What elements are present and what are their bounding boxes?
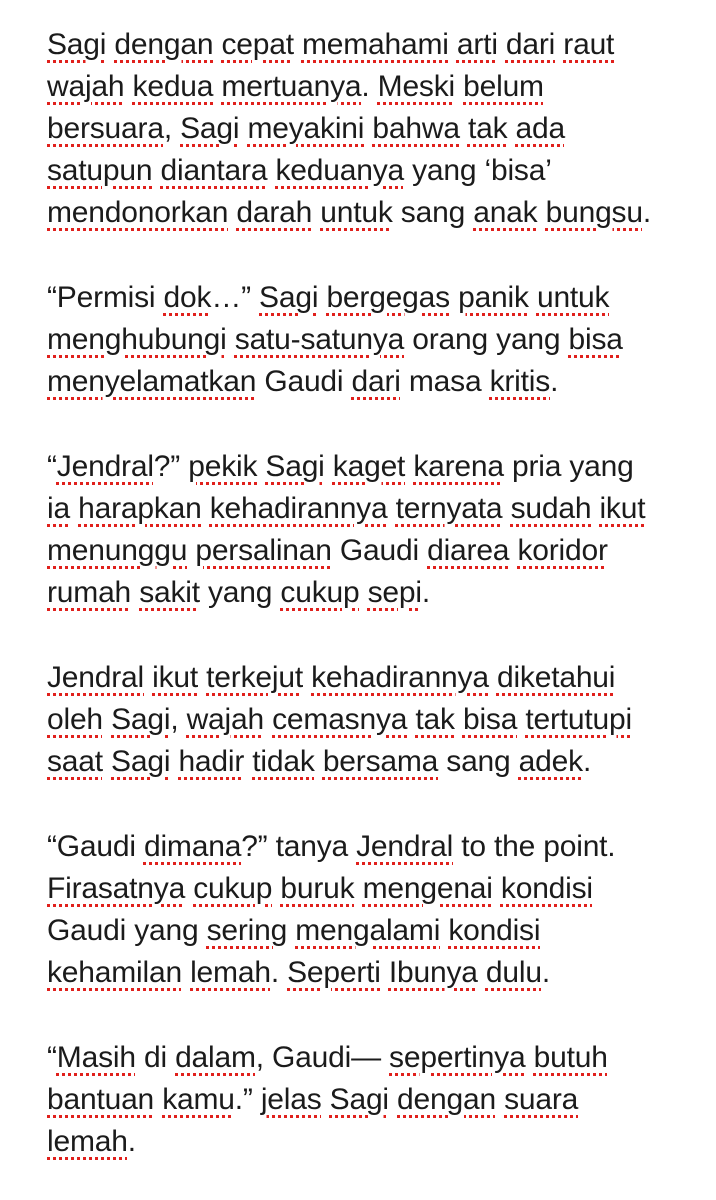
text-segment: . <box>270 956 288 989</box>
spellcheck-flagged-word[interactable]: adek <box>518 745 583 778</box>
text-segment: , <box>163 112 181 145</box>
spellcheck-flagged-word[interactable]: Ibunya <box>388 956 478 989</box>
spellcheck-flagged-word[interactable]: kedua <box>132 70 214 103</box>
text-segment: to the point. <box>453 830 616 863</box>
spellcheck-flagged-word[interactable]: sudah <box>510 492 592 525</box>
text-segment <box>502 492 510 525</box>
spellcheck-flagged-word[interactable]: memahami <box>301 28 449 61</box>
text-segment <box>537 196 545 229</box>
text-segment <box>70 492 78 525</box>
text-segment <box>354 872 362 905</box>
text-segment: sang <box>438 745 519 778</box>
text-line <box>47 108 707 150</box>
text-segment <box>455 703 463 736</box>
spellcheck-flagged-word[interactable]: dengan <box>114 28 214 61</box>
spellcheck-flagged-word[interactable]: untuk <box>320 196 393 229</box>
text-segment: orang yang <box>404 323 569 356</box>
spellcheck-flagged-word[interactable]: hadir <box>178 745 245 778</box>
text-segment <box>152 154 160 187</box>
text-segment <box>124 70 132 103</box>
text-segment: . <box>550 365 559 398</box>
spellcheck-flagged-word[interactable]: Sagi <box>259 281 319 314</box>
text-line <box>47 952 707 994</box>
text-line <box>47 699 707 741</box>
spellcheck-flagged-word[interactable]: cemasnya <box>272 703 408 736</box>
text-segment: …” <box>211 281 260 314</box>
spellcheck-flagged-word[interactable]: ada <box>515 112 565 145</box>
text-segment <box>202 492 210 525</box>
text-segment <box>325 450 333 483</box>
spellcheck-flagged-word[interactable]: untuk <box>536 281 610 314</box>
spellcheck-flagged-word[interactable]: bersama <box>322 745 439 778</box>
spellcheck-flagged-word[interactable]: Jendral <box>56 450 154 483</box>
spellcheck-flagged-word[interactable]: satupun <box>47 154 153 187</box>
text-line <box>47 361 707 403</box>
spellcheck-flagged-word[interactable]: dimana <box>143 830 242 863</box>
text-line <box>47 1037 707 1079</box>
text-line <box>47 1079 707 1121</box>
text-segment: . <box>361 70 378 103</box>
text-segment <box>389 1083 397 1116</box>
paragraph <box>47 1037 707 1163</box>
spellcheck-flagged-word[interactable]: kehamilan <box>47 956 182 989</box>
text-segment <box>315 745 323 778</box>
spellcheck-flagged-word[interactable]: sakit <box>139 576 200 609</box>
text-segment: di <box>135 1041 176 1074</box>
text-segment <box>144 661 152 694</box>
spellcheck-flagged-word[interactable]: diantara <box>160 154 268 187</box>
spellcheck-flagged-word[interactable]: diarea <box>427 534 510 567</box>
spellcheck-flagged-word[interactable]: arti <box>456 28 498 61</box>
spellcheck-flagged-word[interactable]: dalam <box>175 1041 256 1074</box>
spellcheck-flagged-word[interactable]: mengalami <box>295 914 441 947</box>
spellcheck-flagged-word[interactable]: karena <box>413 450 504 483</box>
spellcheck-flagged-word[interactable]: ikut <box>152 661 199 694</box>
spellcheck-flagged-word[interactable]: lemah <box>47 1125 128 1158</box>
text-segment: “Gaudi <box>47 830 144 863</box>
spellcheck-flagged-word[interactable]: menyelamatkan <box>47 365 257 398</box>
spellcheck-flagged-word[interactable]: sepertinya <box>389 1041 526 1074</box>
spellcheck-flagged-word[interactable]: ternyata <box>395 492 503 525</box>
text-segment: . <box>541 956 550 989</box>
spellcheck-flagged-word[interactable]: bahwa <box>372 112 460 145</box>
paragraph <box>47 657 707 783</box>
spellcheck-flagged-word[interactable]: bungsu <box>545 196 643 229</box>
paragraph <box>47 826 707 994</box>
spellcheck-flagged-word[interactable]: dok <box>163 281 212 314</box>
spellcheck-flagged-word[interactable]: lemah <box>190 956 271 989</box>
spellcheck-flagged-word[interactable]: Sagi <box>265 450 325 483</box>
text-segment <box>529 281 537 314</box>
spellcheck-flagged-word[interactable]: Sagi <box>47 28 107 61</box>
spellcheck-flagged-word[interactable]: kehadirannya <box>311 661 489 694</box>
spellcheck-flagged-word[interactable]: dengan <box>397 1083 496 1116</box>
text-segment <box>498 28 506 61</box>
spellcheck-flagged-word[interactable]: cukup <box>193 872 273 905</box>
spellcheck-flagged-word[interactable]: Jendral <box>356 830 454 863</box>
spellcheck-flagged-word[interactable]: ia <box>47 492 70 525</box>
spellcheck-flagged-word[interactable]: cepat <box>221 28 294 61</box>
spellcheck-flagged-word[interactable]: mengenai <box>362 872 493 905</box>
paragraph <box>47 446 707 614</box>
text-editor-body[interactable] <box>47 24 707 1163</box>
spellcheck-flagged-word[interactable]: dari <box>351 365 401 398</box>
spellcheck-flagged-word[interactable]: satu-satunya <box>234 323 405 356</box>
spellcheck-flagged-word[interactable]: saat <box>47 745 103 778</box>
text-segment <box>182 956 190 989</box>
text-segment <box>489 661 497 694</box>
text-line <box>47 657 707 699</box>
text-segment: , <box>170 703 187 736</box>
spellcheck-flagged-word[interactable]: bisa <box>568 323 623 356</box>
spellcheck-flagged-word[interactable]: oleh <box>47 703 103 736</box>
text-line <box>47 826 707 868</box>
spellcheck-flagged-word[interactable]: jelas <box>260 1083 322 1116</box>
spellcheck-flagged-word[interactable]: Sagi <box>111 703 171 736</box>
spellcheck-flagged-word[interactable]: koridor <box>517 534 608 567</box>
text-segment <box>460 112 468 145</box>
text-segment <box>455 70 463 103</box>
spellcheck-flagged-word[interactable]: terkejut <box>206 661 303 694</box>
spellcheck-flagged-word[interactable]: suara <box>504 1083 579 1116</box>
spellcheck-flagged-word[interactable]: keduanya <box>275 154 404 187</box>
text-segment: Gaudi yang <box>47 914 207 947</box>
text-segment: . <box>127 1125 136 1158</box>
text-segment: “Permisi <box>47 281 164 314</box>
spellcheck-flagged-word[interactable]: bisa <box>462 703 518 736</box>
paragraph <box>47 277 707 403</box>
spellcheck-flagged-word[interactable]: tertutupi <box>525 703 632 736</box>
text-line <box>47 910 707 952</box>
text-segment: “ <box>47 1041 57 1074</box>
text-segment <box>185 872 193 905</box>
spellcheck-flagged-word[interactable]: sering <box>206 914 288 947</box>
text-segment: ?” tanya <box>241 830 357 863</box>
text-line <box>47 868 707 910</box>
text-segment <box>322 1083 330 1116</box>
spellcheck-flagged-word[interactable]: cukup <box>280 576 360 609</box>
text-segment: yang ‘bisa’ <box>403 154 552 187</box>
spellcheck-flagged-word[interactable]: darah <box>236 196 313 229</box>
text-segment: .” <box>234 1083 261 1116</box>
text-segment <box>493 872 501 905</box>
text-line <box>47 446 707 488</box>
spellcheck-flagged-word[interactable]: Masih <box>56 1041 136 1074</box>
text-segment <box>359 576 367 609</box>
spellcheck-flagged-word[interactable]: menghubungi <box>47 323 227 356</box>
spellcheck-flagged-word[interactable]: pekik <box>188 450 258 483</box>
text-segment <box>478 956 486 989</box>
text-segment <box>381 956 389 989</box>
text-segment <box>198 661 206 694</box>
spellcheck-flagged-word[interactable]: Sagi <box>329 1083 389 1116</box>
text-segment: Gaudi <box>331 534 428 567</box>
text-segment: . <box>421 576 430 609</box>
spellcheck-flagged-word[interactable]: anak <box>473 196 538 229</box>
spellcheck-flagged-word[interactable]: butuh <box>533 1041 608 1074</box>
text-line <box>47 530 707 572</box>
text-line <box>47 488 707 530</box>
spellcheck-flagged-word[interactable]: buruk <box>280 872 355 905</box>
text-line <box>47 572 707 614</box>
spellcheck-flagged-word[interactable]: sepi <box>367 576 422 609</box>
text-segment <box>154 1083 162 1116</box>
spellcheck-flagged-word[interactable]: harapkan <box>78 492 202 525</box>
spellcheck-flagged-word[interactable]: bergegas <box>326 281 450 314</box>
spellcheck-flagged-word[interactable]: tak <box>415 703 455 736</box>
text-line <box>47 1121 707 1163</box>
text-segment: “ <box>47 450 57 483</box>
spellcheck-flagged-word[interactable]: ikut <box>599 492 646 525</box>
text-segment <box>303 661 311 694</box>
spellcheck-flagged-word[interactable]: meyakini <box>247 112 365 145</box>
spellcheck-flagged-word[interactable]: kamu <box>162 1083 235 1116</box>
spellcheck-flagged-word[interactable]: bersuara <box>47 112 164 145</box>
paragraph <box>47 24 707 234</box>
text-segment: yang <box>199 576 281 609</box>
spellcheck-flagged-word[interactable]: belum <box>463 70 544 103</box>
spellcheck-flagged-word[interactable]: mendonorkan <box>47 196 229 229</box>
spellcheck-flagged-word[interactable]: raut <box>563 28 615 61</box>
spellcheck-flagged-word[interactable]: persalinan <box>195 534 332 567</box>
text-segment <box>507 112 515 145</box>
text-segment: pria yang <box>503 450 634 483</box>
text-segment <box>496 1083 504 1116</box>
text-segment <box>294 28 302 61</box>
spellcheck-flagged-word[interactable]: dari <box>505 28 556 61</box>
text-segment: masa <box>400 365 490 398</box>
spellcheck-flagged-word[interactable]: kehadirannya <box>209 492 388 525</box>
text-line <box>47 192 707 234</box>
spellcheck-flagged-word[interactable]: Jendral <box>47 661 144 694</box>
spellcheck-flagged-word[interactable]: wajah <box>186 703 264 736</box>
text-line <box>47 66 707 108</box>
spellcheck-flagged-word[interactable]: wajah <box>47 70 125 103</box>
spellcheck-flagged-word[interactable]: diketahui <box>496 661 616 694</box>
text-segment <box>103 703 111 736</box>
text-segment <box>450 281 458 314</box>
text-segment: . <box>582 745 592 778</box>
spellcheck-flagged-word[interactable]: tak <box>467 112 508 145</box>
spellcheck-flagged-word[interactable]: kondisi <box>448 914 541 947</box>
text-line <box>47 741 707 783</box>
text-line <box>47 319 707 361</box>
text-segment <box>103 745 111 778</box>
text-segment: . <box>642 196 651 229</box>
text-line <box>47 150 707 192</box>
spellcheck-flagged-word[interactable]: kondisi <box>500 872 593 905</box>
text-segment: ?” <box>153 450 189 483</box>
spellcheck-flagged-word[interactable]: tidak <box>252 745 315 778</box>
spellcheck-flagged-word[interactable]: Sagi <box>111 745 171 778</box>
text-segment: , Gaudi— <box>255 1041 390 1074</box>
spellcheck-flagged-word[interactable]: rumah <box>47 576 132 609</box>
spellcheck-flagged-word[interactable]: mertuanya <box>221 70 362 103</box>
spellcheck-flagged-word[interactable]: kaget <box>332 450 406 483</box>
text-segment <box>449 28 457 61</box>
spellcheck-flagged-word[interactable]: Seperti <box>287 956 381 989</box>
text-segment <box>387 492 395 525</box>
text-segment: Gaudi <box>256 365 352 398</box>
spellcheck-flagged-word[interactable]: bantuan <box>47 1083 155 1116</box>
text-segment <box>287 914 295 947</box>
text-segment <box>525 1041 533 1074</box>
text-segment <box>227 323 235 356</box>
text-segment: sang <box>392 196 474 229</box>
spellcheck-flagged-word[interactable]: dulu <box>485 956 542 989</box>
spellcheck-flagged-word[interactable]: Sagi <box>180 112 240 145</box>
text-line <box>47 24 707 66</box>
spellcheck-flagged-word[interactable]: menunggu <box>47 534 188 567</box>
text-segment <box>131 576 139 609</box>
spellcheck-flagged-word[interactable]: panik <box>458 281 529 314</box>
text-line <box>47 277 707 319</box>
spellcheck-flagged-word[interactable]: kritis <box>489 365 551 398</box>
text-segment <box>264 703 272 736</box>
spellcheck-flagged-word[interactable]: Firasatnya <box>47 872 186 905</box>
spellcheck-flagged-word[interactable]: Meski <box>377 70 455 103</box>
